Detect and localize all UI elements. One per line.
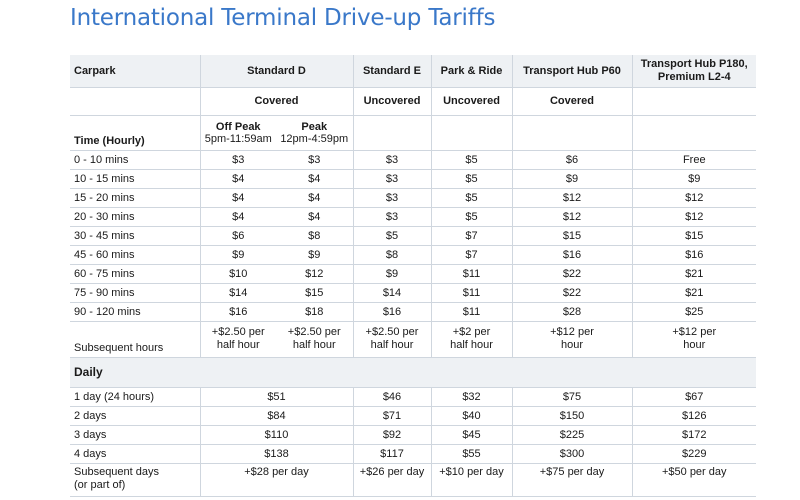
duration-cell: 45 - 60 mins bbox=[70, 245, 200, 264]
duration-cell: 4 days bbox=[70, 444, 200, 463]
cover-standard-e: Uncovered bbox=[353, 87, 431, 115]
duration-cell: 30 - 45 mins bbox=[70, 226, 200, 245]
subsequent-days-label bbox=[70, 463, 200, 496]
subsequent-hours-text: +$2.50 per bbox=[211, 326, 265, 338]
subsequent-hours-text: +$12 per bbox=[672, 326, 717, 338]
hub-p180-cell: $172 bbox=[632, 425, 756, 444]
page-title: International Terminal Drive-up Tariffs bbox=[70, 5, 496, 31]
park-ride-cell: $7 bbox=[431, 226, 512, 245]
standard-d-offpeak-cell: $14 bbox=[200, 283, 276, 302]
subsequent-hours-row bbox=[70, 321, 756, 357]
standard-e-cell: $3 bbox=[353, 207, 431, 226]
duration-cell: 0 - 10 mins bbox=[70, 150, 200, 169]
cover-hub-p60: Covered bbox=[512, 87, 632, 115]
park-ride-cell: $5 bbox=[431, 188, 512, 207]
hub-p60-cell: $6 bbox=[512, 150, 632, 169]
park-ride-cell: $7 bbox=[431, 245, 512, 264]
empty-cell bbox=[431, 115, 512, 150]
duration-cell: 20 - 30 mins bbox=[70, 207, 200, 226]
standard-d-peak-cell: $4 bbox=[276, 169, 353, 188]
standard-e-cell: $16 bbox=[353, 302, 431, 321]
cover-row bbox=[70, 87, 756, 115]
park-ride-cell: $32 bbox=[431, 387, 512, 406]
subsequent-hours-text: +$2.50 per bbox=[365, 326, 419, 338]
daily-row bbox=[70, 387, 756, 406]
subsequent-days-text: (or part of) bbox=[74, 478, 126, 491]
hub-p180-cell: $15 bbox=[632, 226, 756, 245]
park-ride-cell: $11 bbox=[431, 302, 512, 321]
hub-p180-cell: Free bbox=[632, 150, 756, 169]
standard-e-cell bbox=[353, 321, 431, 357]
park-ride-cell: $55 bbox=[431, 444, 512, 463]
duration-cell: 90 - 120 mins bbox=[70, 302, 200, 321]
cover-hub-p180 bbox=[632, 87, 756, 115]
standard-d-cell: $84 bbox=[200, 406, 353, 425]
offpeak-hours: 5pm-11:59am bbox=[204, 132, 272, 145]
park-ride-cell: +$10 per day bbox=[431, 463, 512, 496]
hub-p180-cell bbox=[632, 321, 756, 357]
hub-p180-cell: $12 bbox=[632, 207, 756, 226]
duration-cell: 1 day (24 hours) bbox=[70, 387, 200, 406]
subsequent-hours-text: half hour bbox=[216, 339, 260, 351]
time-label: Time (Hourly) bbox=[70, 115, 200, 150]
standard-e-cell: $8 bbox=[353, 245, 431, 264]
hub-p180-cell: $21 bbox=[632, 264, 756, 283]
standard-d-offpeak-cell: $6 bbox=[200, 226, 276, 245]
duration-cell: 75 - 90 mins bbox=[70, 283, 200, 302]
hub-p60-cell: $12 bbox=[512, 188, 632, 207]
hub-p60-cell: $150 bbox=[512, 406, 632, 425]
standard-e-cell: $5 bbox=[353, 226, 431, 245]
standard-d-offpeak-cell bbox=[200, 321, 276, 357]
standard-d-offpeak-cell: $3 bbox=[200, 150, 276, 169]
standard-d-cell: $51 bbox=[200, 387, 353, 406]
park-ride-cell: $40 bbox=[431, 406, 512, 425]
duration-cell: 60 - 75 mins bbox=[70, 264, 200, 283]
park-ride-cell: $5 bbox=[431, 207, 512, 226]
park-ride-cell: $45 bbox=[431, 425, 512, 444]
duration-cell: 10 - 15 mins bbox=[70, 169, 200, 188]
subsequent-hours-text: half hour bbox=[370, 339, 414, 351]
hub-p180-cell: $12 bbox=[632, 188, 756, 207]
standard-e-cell: $3 bbox=[353, 150, 431, 169]
peak-label: Peak bbox=[301, 120, 328, 133]
subsequent-hours-text: +$2.50 per bbox=[287, 326, 341, 338]
cover-standard-d: Covered bbox=[200, 87, 353, 115]
hub-p180-cell: $67 bbox=[632, 387, 756, 406]
park-ride-cell bbox=[431, 321, 512, 357]
standard-d-peak-cell: $12 bbox=[276, 264, 353, 283]
hub-p60-cell: $9 bbox=[512, 169, 632, 188]
daily-row bbox=[70, 406, 756, 425]
hub-p180-cell: $9 bbox=[632, 169, 756, 188]
carpark-header: Carpark bbox=[70, 55, 200, 87]
standard-d-offpeak-cell: $10 bbox=[200, 264, 276, 283]
standard-d-offpeak-cell: $4 bbox=[200, 188, 276, 207]
standard-d-cell: $110 bbox=[200, 425, 353, 444]
standard-d-cell: $138 bbox=[200, 444, 353, 463]
subsequent-hours-text: half hour bbox=[450, 339, 493, 351]
standard-e-cell: $92 bbox=[353, 425, 431, 444]
hub-p180-cell: +$50 per day bbox=[632, 463, 756, 496]
standard-d-peak-cell: $8 bbox=[276, 226, 353, 245]
empty-cell bbox=[632, 115, 756, 150]
hourly-row bbox=[70, 188, 756, 207]
daily-section-label: Daily bbox=[70, 357, 756, 387]
standard-e-cell: $9 bbox=[353, 264, 431, 283]
hourly-row bbox=[70, 264, 756, 283]
standard-e-header: Standard E bbox=[353, 55, 431, 87]
hourly-row bbox=[70, 302, 756, 321]
peak-hours: 12pm-4:59pm bbox=[280, 132, 349, 145]
cover-park-ride: Uncovered bbox=[431, 87, 512, 115]
subsequent-hours-text: half hour bbox=[292, 339, 336, 351]
hub-p60-cell bbox=[512, 321, 632, 357]
subsequent-hours-text: hour bbox=[683, 339, 706, 351]
standard-e-cell: $117 bbox=[353, 444, 431, 463]
subsequent-hours-text: +$12 per bbox=[550, 326, 594, 338]
subsequent-days-row bbox=[70, 463, 756, 496]
hub-p180-cell: $126 bbox=[632, 406, 756, 425]
time-header-row bbox=[70, 115, 756, 150]
park-ride-cell: $11 bbox=[431, 283, 512, 302]
hourly-row bbox=[70, 207, 756, 226]
hub-p60-cell: $12 bbox=[512, 207, 632, 226]
standard-d-offpeak-cell: $9 bbox=[200, 245, 276, 264]
hub-p180-header: Transport Hub P180, Premium L2-4 bbox=[632, 55, 756, 87]
subsequent-hours-text: +$2 per bbox=[452, 326, 491, 338]
standard-d-peak-cell: $15 bbox=[276, 283, 353, 302]
hub-p60-cell: +$75 per day bbox=[512, 463, 632, 496]
hourly-row bbox=[70, 245, 756, 264]
hub-p60-cell: $16 bbox=[512, 245, 632, 264]
standard-d-peak-cell: $9 bbox=[276, 245, 353, 264]
hourly-row bbox=[70, 226, 756, 245]
tariff-table bbox=[70, 55, 756, 497]
duration-cell: 3 days bbox=[70, 425, 200, 444]
hub-p180-cell: $25 bbox=[632, 302, 756, 321]
daily-row bbox=[70, 425, 756, 444]
standard-d-peak-cell: $18 bbox=[276, 302, 353, 321]
subsequent-days-text: Subsequent days bbox=[74, 465, 160, 478]
standard-e-cell: $46 bbox=[353, 387, 431, 406]
hourly-row bbox=[70, 150, 756, 169]
standard-d-cell: +$28 per day bbox=[200, 463, 353, 496]
peak-header bbox=[276, 115, 353, 150]
standard-d-offpeak-cell: $16 bbox=[200, 302, 276, 321]
standard-d-peak-cell: $4 bbox=[276, 207, 353, 226]
daily-row bbox=[70, 444, 756, 463]
hub-p60-cell: $75 bbox=[512, 387, 632, 406]
hub-p60-cell: $28 bbox=[512, 302, 632, 321]
empty-cell bbox=[353, 115, 431, 150]
standard-d-header: Standard D bbox=[200, 55, 353, 87]
header-row bbox=[70, 55, 756, 87]
hub-p60-header: Transport Hub P60 bbox=[512, 55, 632, 87]
hourly-row bbox=[70, 169, 756, 188]
hub-p180-cell: $21 bbox=[632, 283, 756, 302]
hub-p180-cell: $229 bbox=[632, 444, 756, 463]
standard-d-peak-cell: $3 bbox=[276, 150, 353, 169]
hub-p60-cell: $300 bbox=[512, 444, 632, 463]
offpeak-header bbox=[200, 115, 276, 150]
hub-p180-cell: $16 bbox=[632, 245, 756, 264]
cover-label bbox=[70, 87, 200, 115]
hub-p60-cell: $225 bbox=[512, 425, 632, 444]
duration-cell: 2 days bbox=[70, 406, 200, 425]
empty-cell bbox=[512, 115, 632, 150]
hub-p60-cell: $22 bbox=[512, 283, 632, 302]
hourly-row bbox=[70, 283, 756, 302]
duration-cell: 15 - 20 mins bbox=[70, 188, 200, 207]
standard-d-offpeak-cell: $4 bbox=[200, 207, 276, 226]
daily-section-row bbox=[70, 357, 756, 387]
park-ride-header: Park & Ride bbox=[431, 55, 512, 87]
standard-e-cell: +$26 per day bbox=[353, 463, 431, 496]
standard-d-peak-cell: $4 bbox=[276, 188, 353, 207]
offpeak-label: Off Peak bbox=[215, 120, 261, 133]
hub-p60-cell: $22 bbox=[512, 264, 632, 283]
park-ride-cell: $11 bbox=[431, 264, 512, 283]
park-ride-cell: $5 bbox=[431, 150, 512, 169]
hub-p60-cell: $15 bbox=[512, 226, 632, 245]
park-ride-cell: $5 bbox=[431, 169, 512, 188]
standard-e-cell: $14 bbox=[353, 283, 431, 302]
subsequent-hours-label: Subsequent hours bbox=[70, 321, 200, 357]
standard-e-cell: $3 bbox=[353, 188, 431, 207]
standard-d-offpeak-cell: $4 bbox=[200, 169, 276, 188]
subsequent-hours-text: hour bbox=[560, 339, 584, 351]
standard-e-cell: $71 bbox=[353, 406, 431, 425]
standard-d-peak-cell bbox=[276, 321, 353, 357]
standard-e-cell: $3 bbox=[353, 169, 431, 188]
